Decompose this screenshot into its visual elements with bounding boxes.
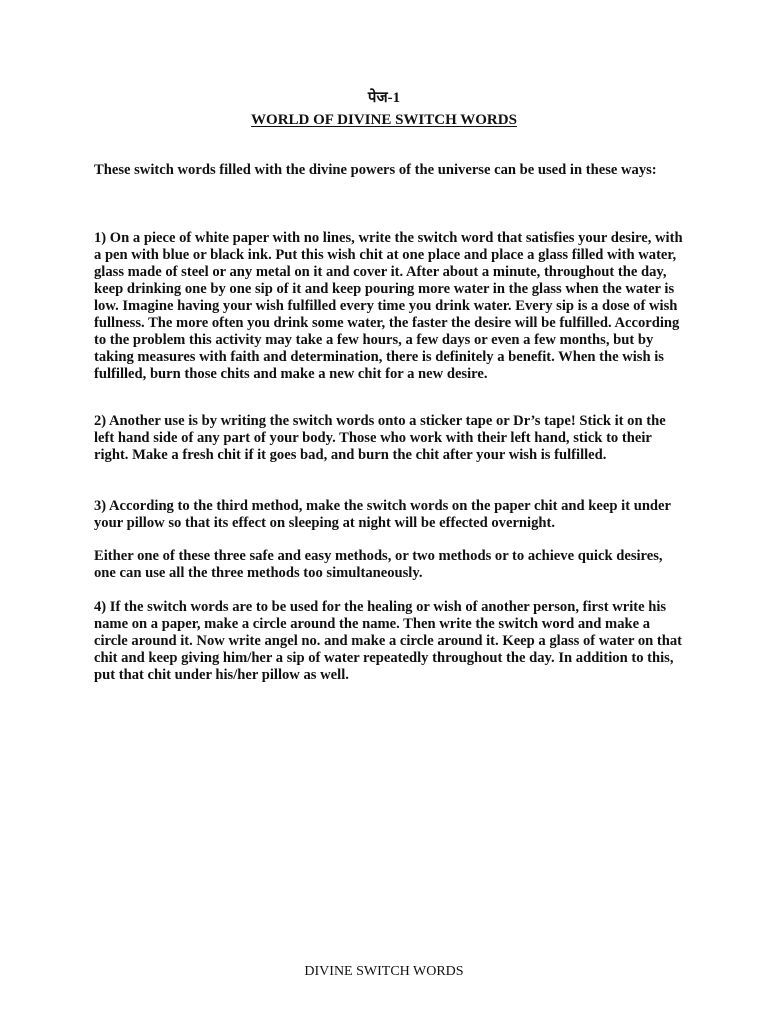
method-1-paragraph [94,230,684,383]
intro-paragraph [94,162,684,179]
page-title-text: WORLD OF DIVINE SWITCH WORDS [251,112,517,128]
page-title [0,111,768,129]
method-4-paragraph [94,599,684,684]
intro-text: These switch words filled with the divine powers of the universe can be used in these ways: [94,162,657,178]
method-4-text: 4) If the switch words are to be used for the healing or wish of another person, first write his name on a paper, make a circle around the name. Then write the switch word and make a circle around it. Now write angel no. and make a circle around it. Keep a glass of water on that chit and keep giving him/her a sip of water repeatedly throughout the day. In addition to this, put that chit under his/her pillow as well. [94,599,683,683]
page-number: पेज-1 [367,90,401,106]
method-3-text: 3) According to the third method, make the switch words on the paper chit and keep it under your pillow so that its effect on sleeping at night will be effected overnight. [94,498,671,531]
either-paragraph [94,548,684,582]
method-2-paragraph [94,413,684,464]
method-1-text: 1) On a piece of white paper with no lines, write the switch word that satisfies your desire, with a pen with blue or black ink. Put this wish chit at one place and place a glass filled with water, glass made of steel or any metal on it and cover it. After about a minute, throughout the day, keep drinking one by one sip of it and keep pouring more water in the glass when the water is low. Imagine having your wish fulfilled every time you drink water. Every sip is a dose of wish fullness. The more often you drink some water, the faster the desire will be fulfilled. According to the problem this activity may take a few hours, a few days or even a few months, but by taking measures with faith and determination, there is definitely a benefit. When the wish is fulfilled, burn those chits and make a new chit for a new desire. [94,230,683,382]
either-text: Either one of these three safe and easy methods, or two methods or to achieve quick desires, one can use all the three methods too simultaneously. [94,548,663,581]
page-footer: DIVINE SWITCH WORDS [304,964,464,979]
method-3-paragraph [94,498,684,532]
method-2-text: 2) Another use is by writing the switch words onto a sticker tape or Dr’s tape! Stick it on the left hand side of any part of your body. Those who work with their left hand, stick to their right. Make a fresh chit if it goes bad, and burn the chit after your wish is fulfilled. [94,413,666,463]
